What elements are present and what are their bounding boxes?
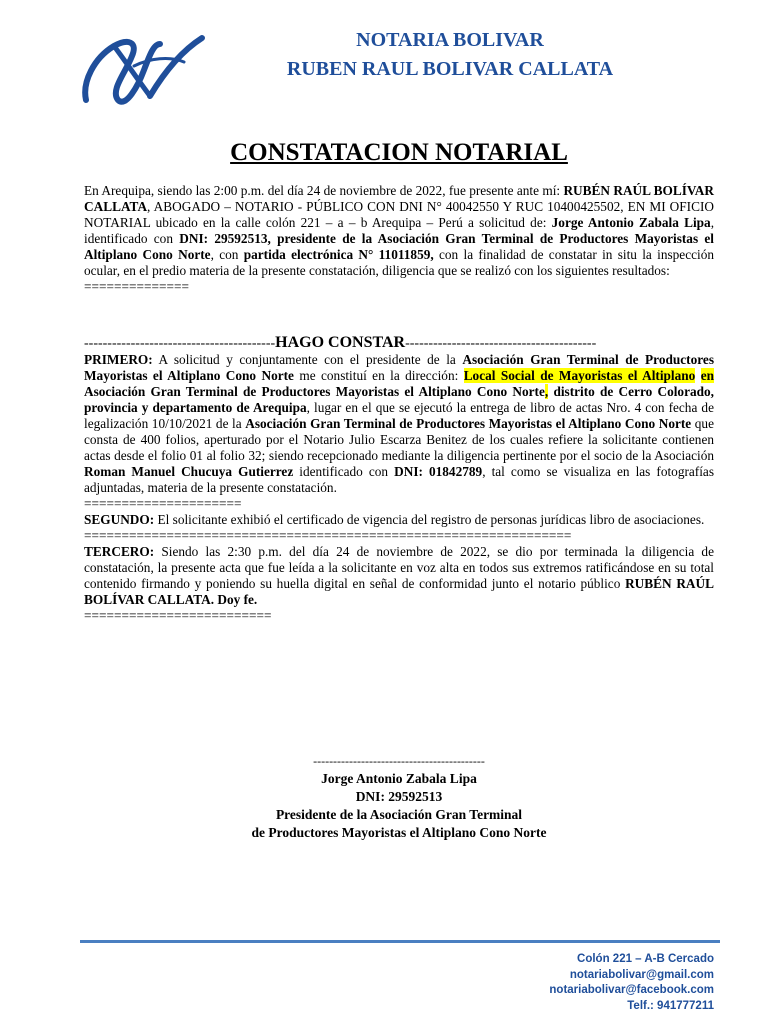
hago-constar-heading: -----------------------------------------HAGO CONSTAR-----------------------------------------: [84, 334, 597, 351]
signature-block: [0, 752, 768, 842]
separator-line: =====================: [84, 496, 242, 511]
footer-email: notariabolivar@gmail.com: [569, 968, 714, 981]
signature-line: -------------------------------------------: [313, 754, 485, 768]
clauses: [84, 352, 714, 624]
separator-line: ==============: [84, 279, 189, 294]
notary-name: NOTARIA BOLIVAR: [356, 29, 544, 51]
notary-full-name: RUBEN RAUL BOLIVAR CALLATA: [286, 58, 614, 80]
footer-contact: [549, 952, 714, 1014]
footer-facebook: notariabolivar@facebook.com: [549, 984, 714, 997]
signer-dni: DNI: 29592513: [355, 789, 443, 804]
footer-divider: [80, 940, 720, 943]
logo-monogram-icon: [80, 30, 210, 110]
signer-role-line1: Presidente de la Asociación Gran Terminal: [275, 807, 523, 822]
document-title: CONSTATACION NOTARIAL: [230, 139, 568, 166]
footer-phone: Telf.: 941777211: [627, 999, 714, 1012]
footer-address: Colón 221 – A-B Cercado: [577, 953, 714, 965]
separator-line: =========================: [84, 608, 272, 623]
clause-tercero: TERCERO: Siendo las 2:30 p.m. del día 24 de noviembre de 2022, se dio por terminada la diligencia de constatación, la presente acta que fue leída a la solicitante en voz alta en todos sus extremos ratificándose en su total contenido firmando y poniendo su huella digital en señal de conformidad junto el notario público RUBÉN RAÚL BOLÍVAR CALLATA. Doy fe. =========================: [84, 544, 714, 623]
intro-paragraph: En Arequipa, siendo las 2:00 p.m. del día 24 de noviembre de 2022, fue presente ante mí: RUBÉN RAÚL BOLÍVAR CALLATA, ABOGADO – NOTARIO - PÚBLICO CON DNI N° 40042550 Y RUC 10400425502, EN MI OFICIO NOTARIAL ubicado en la calle colón 221 – a – b Arequipa – Perú a solicitud de: Jorge Antonio Zabala Lipa, identificado con DNI: 29592513, presidente de la Asociación Gran Terminal de Productores Mayoristas el Altiplano Cono Norte, con partida electrónica N° 11011859, con la finalidad de constatar in situ la inspección ocular, en el predio materia de la presente constatación, diligencia que se realizó con los siguientes resultados: ==============: [84, 183, 715, 294]
separator-line: =================================================================: [84, 528, 572, 543]
signer-role-line2: de Productores Mayoristas el Altiplano Cono Norte: [251, 825, 547, 840]
notary-logo: [80, 30, 210, 110]
clause-segundo: SEGUNDO: El solicitante exhibió el certificado de vigencia del registro de personas jurídicas libro de asociaciones. =================================================================: [84, 512, 714, 544]
clause-primero: PRIMERO: A solicitud y conjuntamente con el presidente de la Asociación Gran Terminal de Productores Mayoristas el Altiplano Cono Norte me constituí en la dirección: Local Social de Mayoristas el Altiplano en Asociación Gran Terminal de Productores Mayoristas el Altiplano Cono Norte, distrito de Cerro Colorado, provincia y departamento de Arequipa, lugar en el que se ejecutó la entrega de libro de actas Nro. 4 con fecha de legalización 10/10/2021 de la Asociación Gran Terminal de Productores Mayoristas el Altiplano Cono Norte que consta de 400 folios, aperturado por el Notario Julio Escarza Benitez de los cuales refiere la solicitante contienen actas desde el folio 01 al folio 32; siendo recepcionado mediante la diligencia pertinente por el socio de la Asociación Roman Manuel Chucuya Gutierrez identificado con DNI: 01842789, tal como se visualiza en las fotografías adjuntadas, materia de la presente constatación. =====================: [84, 352, 715, 511]
signer-name: Jorge Antonio Zabala Lipa: [321, 771, 477, 786]
